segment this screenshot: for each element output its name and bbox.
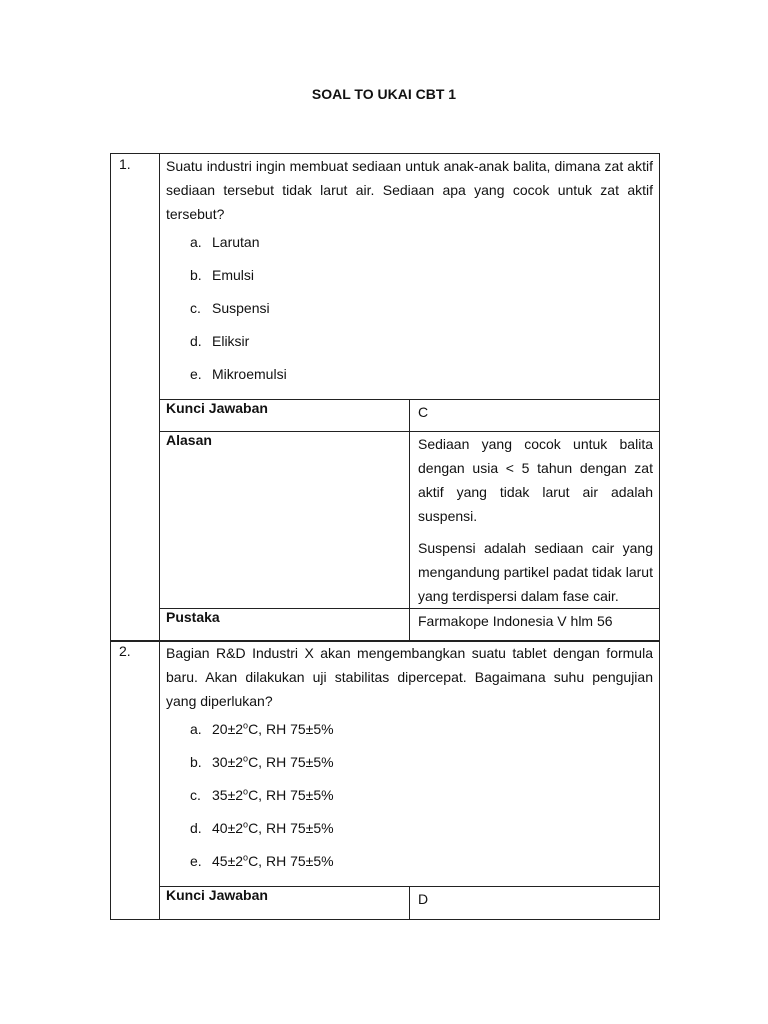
question-stem: Suatu industri ingin membuat sediaan untuk anak-anak balita, dimana zat aktif sediaan tersebut tidak larut air. Sediaan apa yang cocok untuk zat aktif tersebut? [166,158,653,222]
question-number-cell [111,641,160,920]
alasan-value [410,432,660,609]
question-number: 1. [119,156,131,172]
option-c[interactable]: c. $35\pm 2^oC$, RH 75±5% [190,786,334,803]
question-number: 2. [119,643,131,659]
pustaka-label: Pustaka [160,609,410,642]
alasan-paragraph-1: Sediaan yang cocok untuk balita dengan usia < 5 tahun dengan zat aktif yang tidak larut air adalah suspensi. [418,436,653,524]
kunci-jawaban-label: Kunci Jawaban [160,887,410,920]
question-2-table [110,640,660,920]
pustaka-value: Farmakope Indonesia V hlm 56 [410,609,660,642]
alasan-paragraph-2: Suspensi adalah sediaan cair yang mengandung partikel padat tidak larut yang terdispersi dalam fase cair. [418,540,653,604]
kunci-jawaban-value: D [410,887,660,920]
option-e[interactable]: e. Mikroemulsi [190,366,287,382]
question-1-table [110,153,660,642]
option-a[interactable]: a. Larutan [190,234,260,250]
option-e[interactable]: e. $45\pm 2^oC$, RH 75±5% [190,852,334,869]
option-d[interactable]: d. Eliksir [190,333,250,349]
kunci-jawaban-label: Kunci Jawaban [160,400,410,432]
question-body [160,154,660,400]
question-body [160,641,660,887]
option-a[interactable]: a. $20\pm 2^oC$, RH 75±5% [190,720,334,737]
option-b[interactable]: b. Emulsi [190,267,255,283]
option-d[interactable]: d. $40\pm 2^oC$, RH 75±5% [190,819,334,836]
kunci-jawaban-value: C [410,400,660,432]
option-c[interactable]: c. Suspensi [190,300,270,316]
answer-options [166,719,653,884]
option-b[interactable]: b. $30\pm 2^oC$, RH 75±5% [190,753,334,770]
answer-options [166,232,653,397]
question-number-cell [111,154,160,642]
question-stem: Bagian R&D Industri X akan mengembangkan suatu tablet dengan formula baru. Akan dilakukan uji stabilitas dipercepat. Bagaimana suhu pengujian yang diperlukan? [166,645,653,709]
alasan-label: Alasan [160,432,410,609]
document-title: SOAL TO UKAI CBT 1 [311,86,457,102]
